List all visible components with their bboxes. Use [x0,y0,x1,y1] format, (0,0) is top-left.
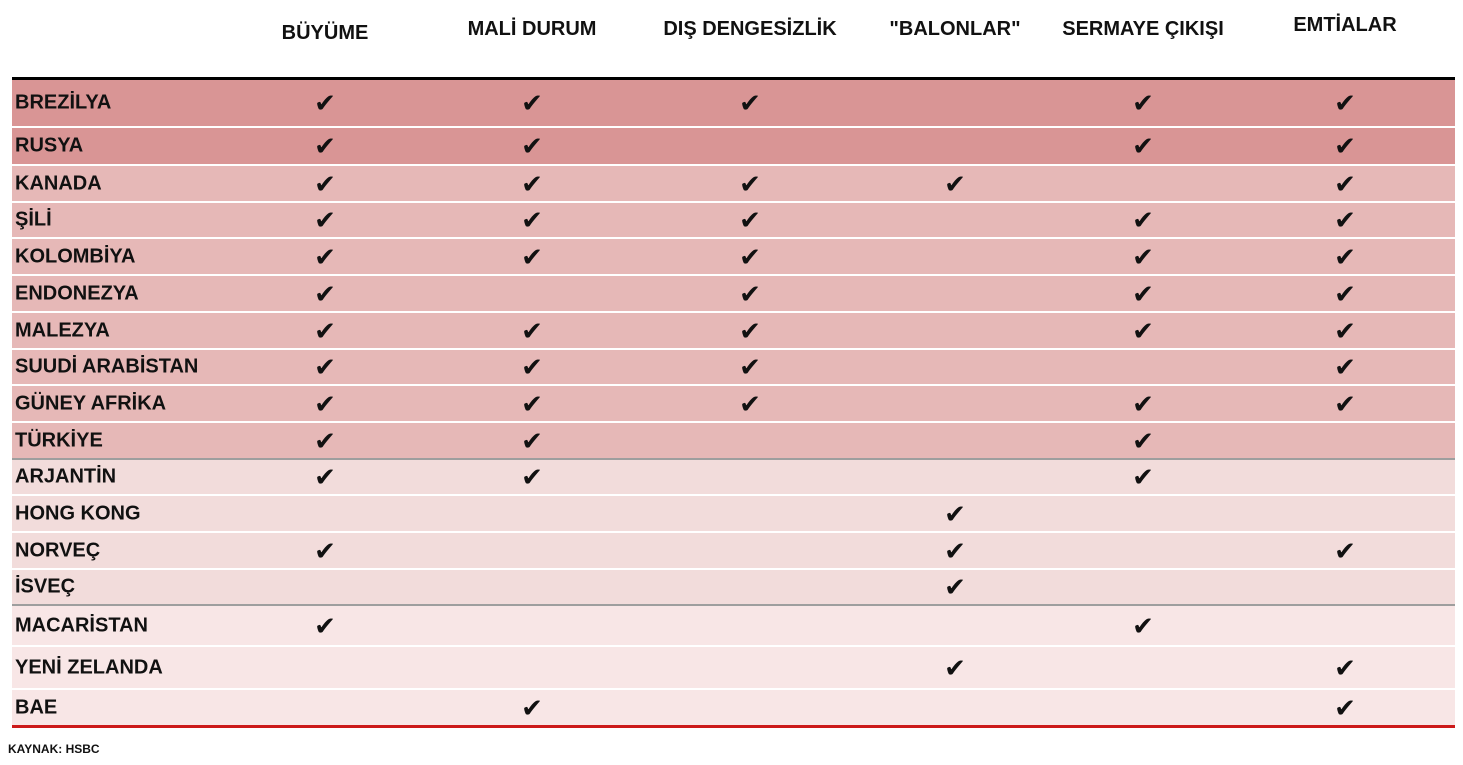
check-mark-icon: ✔ [739,278,761,309]
column-header: EMTİALAR [1293,14,1397,36]
table-row [12,311,1455,348]
check-mark-icon: ✔ [1132,462,1154,492]
check-mark-icon: ✔ [1132,315,1154,346]
row-label: BAE [15,696,58,718]
check-mark-icon: ✔ [739,168,761,199]
check-mark-icon: ✔ [314,241,336,272]
check-mark-icon: ✔ [1334,131,1356,161]
check-mark-icon: ✔ [1132,241,1154,272]
check-mark-icon: ✔ [1334,88,1356,118]
check-mark-icon: ✔ [739,388,761,419]
row-label: GÜNEY AFRİKA [15,392,167,414]
check-mark-icon: ✔ [1132,388,1154,419]
table-row [12,164,1455,201]
check-mark-icon: ✔ [521,315,543,346]
check-mark-icon: ✔ [739,88,761,118]
check-mark-icon: ✔ [1132,425,1154,456]
row-label: TÜRKİYE [15,429,103,451]
column-header: MALİ DURUM [467,18,597,40]
row-label: HONG KONG [15,502,141,524]
row-label: ARJANTİN [15,465,117,488]
row-label: MALEZYA [15,319,110,341]
check-mark-icon: ✔ [1334,168,1356,199]
row-label: BREZİLYA [15,91,112,114]
check-mark-icon: ✔ [314,168,336,199]
check-mark-icon: ✔ [1334,535,1356,566]
source-note: KAYNAK: HSBC [8,742,100,756]
table-row [12,421,1455,458]
table-row [12,531,1455,568]
table-row [12,80,1455,126]
check-mark-icon: ✔ [521,205,543,235]
check-mark-icon: ✔ [1334,278,1356,309]
row-label: RUSYA [15,134,84,157]
check-mark-icon: ✔ [1132,88,1154,118]
column-header: SERMAYE ÇIKIŞI [1062,18,1224,40]
table-row [12,494,1455,531]
check-mark-icon: ✔ [739,352,761,382]
check-mark-icon: ✔ [521,241,543,272]
check-mark-icon: ✔ [1334,241,1356,272]
table-row [12,688,1455,725]
check-mark-icon: ✔ [1334,692,1356,723]
check-mark-icon: ✔ [1132,278,1154,309]
check-mark-icon: ✔ [314,205,336,235]
check-mark-icon: ✔ [314,535,336,566]
check-mark-icon: ✔ [314,131,336,161]
check-mark-icon: ✔ [314,88,336,118]
check-mark-icon: ✔ [314,425,336,456]
row-label: NORVEÇ [15,539,101,561]
table-row [12,348,1455,384]
row-label: İSVEÇ [15,575,76,598]
table-row [12,274,1455,311]
check-mark-icon: ✔ [314,462,336,492]
check-mark-icon: ✔ [1132,205,1154,235]
check-mark-icon: ✔ [1334,205,1356,235]
check-mark-icon: ✔ [1334,652,1356,683]
row-label: MACARİSTAN [15,614,148,636]
table-row [12,237,1455,274]
check-mark-icon: ✔ [944,652,966,683]
check-mark-icon: ✔ [521,88,543,118]
column-header: DIŞ DENGESİZLİK [663,18,837,40]
check-mark-icon: ✔ [944,535,966,566]
row-label: YENİ ZELANDA [15,656,163,678]
check-mark-icon: ✔ [521,425,543,456]
check-mark-icon: ✔ [521,462,543,492]
row-label: KOLOMBİYA [15,245,136,267]
check-mark-icon: ✔ [1334,352,1356,382]
check-mark-icon: ✔ [944,168,966,199]
check-mark-icon: ✔ [314,278,336,309]
check-mark-icon: ✔ [314,315,336,346]
check-mark-icon: ✔ [1132,131,1154,161]
row-label: ŞİLİ [15,208,52,231]
table-row [12,645,1455,688]
check-mark-icon: ✔ [314,388,336,419]
column-header: "BALONLAR" [889,18,1021,40]
check-mark-icon: ✔ [739,315,761,346]
row-label: ENDONEZYA [15,282,139,304]
check-mark-icon: ✔ [739,241,761,272]
check-mark-icon: ✔ [1334,388,1356,419]
column-header: BÜYÜME [281,22,369,44]
check-mark-icon: ✔ [944,498,966,529]
check-mark-icon: ✔ [314,352,336,382]
table-row [12,604,1455,645]
row-label: KANADA [15,172,102,194]
footer-rule [12,725,1455,728]
check-mark-icon: ✔ [1132,610,1154,641]
check-mark-icon: ✔ [944,572,966,602]
check-mark-icon: ✔ [521,388,543,419]
row-label: SUUDİ ARABİSTAN [15,355,199,378]
table-row [12,201,1455,237]
check-mark-icon: ✔ [314,610,336,641]
check-mark-icon: ✔ [521,352,543,382]
check-mark-icon: ✔ [739,205,761,235]
check-mark-icon: ✔ [1334,315,1356,346]
check-mark-icon: ✔ [521,131,543,161]
table-row [12,126,1455,164]
table-row [12,568,1455,604]
table-row [12,458,1455,494]
check-mark-icon: ✔ [521,692,543,723]
check-mark-icon: ✔ [521,168,543,199]
table-row [12,384,1455,421]
